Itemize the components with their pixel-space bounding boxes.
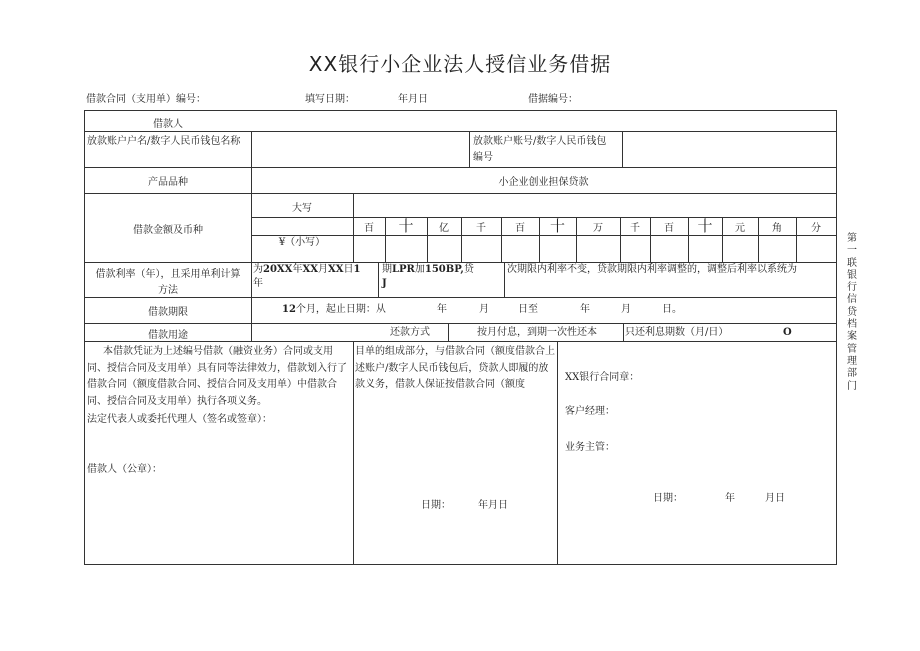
capital-label: 大写 (292, 203, 312, 214)
digit-cell: 万 (593, 223, 603, 234)
product-label: 产品品种 (148, 177, 188, 188)
rate-text: 年 (292, 264, 303, 275)
digit-cell: 百 (364, 223, 374, 234)
bank-seal: XX银行合同章： (565, 372, 640, 383)
digit-cell: 十 (697, 217, 713, 235)
digit-cell: 元 (735, 223, 745, 234)
contract-number-label: 借款合同（支用单）编号： (86, 94, 206, 105)
date-label-2: 日期： (653, 493, 683, 504)
copy-note: 第一联银行信贷档案管理部门 (847, 233, 857, 392)
term-text: 个月，起止日期：从 (295, 304, 386, 315)
term-day-to: 日至 (518, 304, 538, 315)
date-year-2: 年 (725, 493, 735, 504)
rate-lpr (382, 263, 474, 277)
row-divider (85, 323, 836, 324)
customer-manager: 客户经理： (565, 406, 615, 417)
col-divider (251, 131, 252, 323)
date-label: 日期： (421, 500, 451, 511)
row-divider (85, 193, 836, 194)
col-divider (504, 262, 505, 297)
page-title: XX银行小企业法人授信业务借据 (308, 52, 612, 76)
col-divider (378, 262, 379, 297)
rate-label: 借款利率（年），且采用单利计算 (95, 269, 241, 280)
row-divider (85, 341, 836, 342)
col-divider (622, 131, 623, 167)
term-year: 年 (437, 304, 447, 315)
fill-date-ymd: 年月日 (398, 94, 428, 105)
rate-label-2: 方法 (158, 285, 178, 296)
small-amount-label: ¥（小写） (278, 237, 326, 248)
rate-text: 为 (253, 264, 263, 275)
term-months: 12 (282, 304, 296, 315)
term-label: 借款期限 (148, 307, 188, 318)
interest-only-value: O (783, 327, 792, 338)
date-md-2: 月日 (765, 493, 785, 504)
rate-text: 贷 (463, 264, 474, 275)
business-supervisor: 业务主管： (565, 442, 615, 453)
loan-receipt-form (84, 110, 837, 565)
borrower-seal: 借款人（公章）： (87, 464, 162, 475)
term-month-2: 月 (621, 304, 631, 315)
col-divider (623, 323, 624, 341)
repay-value: 按月付息，到期一次性还本 (477, 327, 597, 338)
borrower-label: 借款人 (153, 119, 183, 130)
col-divider (557, 341, 558, 564)
rate-text: 月 (317, 264, 328, 275)
digit-cell: 百 (664, 223, 674, 234)
rate-day: XX (327, 264, 344, 275)
fill-date-label: 填写日期： (305, 94, 355, 105)
digit-cell: 百 (515, 223, 525, 234)
rate-lpr-2: J (382, 278, 387, 289)
account-number-label-2: 编号 (473, 152, 493, 163)
rate-month: XX (302, 264, 318, 275)
interest-only-label: 只还利息期数（月/日） (625, 327, 729, 338)
digit-cell: 千 (476, 223, 486, 234)
rate-date-2: 年 (253, 278, 263, 289)
digit-cell: 十 (398, 217, 414, 235)
purpose-label: 借款用途 (148, 330, 188, 341)
account-name-label: 放款账户户名/数字人民币钱包名称 (87, 136, 241, 147)
borrower-statement: 本借款凭证为上述编号借款（融资业务）合同或支用同、授信合同及支用单）具有同等法律效力，借款划入行了借款合同（额度借款合同、授信合同及支用单）中借款合同、授信合同及支用单）执行各项义务。 (87, 346, 347, 407)
digit-cell: 分 (811, 223, 821, 234)
date-ymd: 年月日 (478, 500, 508, 511)
rate-text: 加 (414, 264, 425, 275)
row-divider (85, 167, 836, 168)
rate-note: 次期限内利率不变，贷款期限内利率调整的，调整后利率以系统为 (507, 264, 797, 275)
term-year-2: 年 (580, 304, 590, 315)
rate-year: 20XX (263, 264, 293, 275)
col-divider (353, 341, 354, 564)
term-value (282, 303, 386, 317)
col-divider (251, 323, 252, 341)
product-value: 小企业创业担保贷款 (498, 177, 589, 188)
rate-lpr-value: LPR (392, 264, 415, 275)
legal-rep-signature: 法定代表人或委托代理人（签名或签章）： (87, 414, 272, 425)
rate-term: 1 (353, 264, 361, 275)
digit-cell: 亿 (439, 223, 449, 234)
lender-statement: 目单的组成部分，与借款合同（额度借款合上述账户/数字人民币钱包后，贷款人即履的放款义务，借款人保证按借款合同（额度 (355, 346, 555, 390)
col-divider (448, 323, 449, 341)
receipt-number-label: 借据编号： (528, 94, 578, 105)
digit-cell: 角 (772, 223, 782, 234)
col-divider (469, 131, 470, 167)
term-month: 月 (479, 304, 489, 315)
row-divider (85, 131, 836, 132)
digit-cell: 十 (549, 217, 565, 235)
rate-date (253, 263, 360, 277)
digit-cell: 千 (630, 223, 640, 234)
amount-label: 借款金额及币种 (133, 225, 203, 236)
repay-label: 还款方式 (390, 327, 430, 338)
row-divider (85, 297, 836, 298)
rate-text: 期 (382, 264, 392, 275)
rate-text: 日 (343, 264, 354, 275)
term-day-2: 日。 (662, 304, 682, 315)
account-number-label: 放款账户账号/数字人民币钱包 (473, 136, 607, 147)
rate-bp-value: 150BP, (424, 264, 464, 275)
